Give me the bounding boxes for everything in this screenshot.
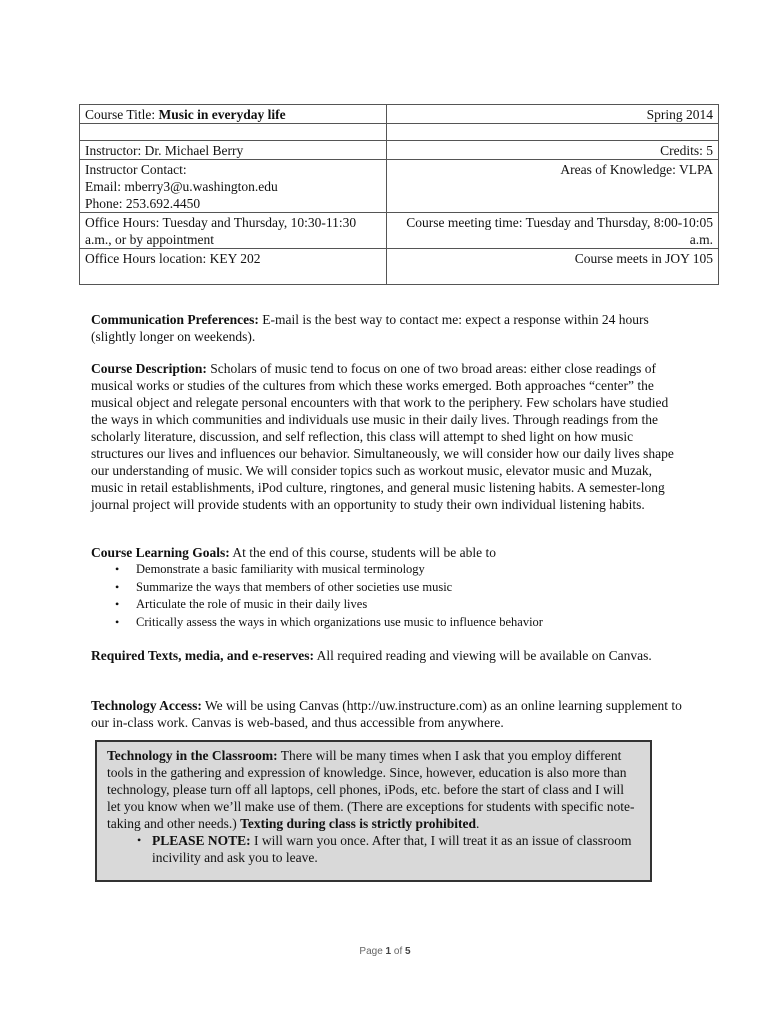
- goal-text: Articulate the role of music in their daily lives: [136, 597, 368, 611]
- course-title-cell: [80, 105, 387, 124]
- of-word: of: [393, 946, 403, 957]
- communication-text: E-mail is the best way to contact me: expect a response within 24 hours (slightly longer on weekends).: [91, 312, 649, 344]
- office-hours-cell: Office Hours: Tuesday and Thursday, 10:30-11:30 a.m., or by appointment: [80, 213, 387, 249]
- blank-cell: [387, 124, 719, 141]
- course-info-table: [79, 104, 719, 285]
- list-item: [91, 579, 683, 597]
- list-item: [91, 596, 683, 614]
- classroom-period: .: [476, 816, 480, 831]
- meeting-time-cell: Course meeting time: Tuesday and Thursday, 8:00-10:05 a.m.: [387, 213, 719, 249]
- page-number: 1: [385, 946, 392, 957]
- required-texts-label: Required Texts, media, and e-reserves:: [91, 648, 314, 663]
- office-location-cell: Office Hours location: KEY 202: [80, 249, 387, 285]
- classroom-paragraph: [107, 747, 640, 832]
- goals-label: Course Learning Goals:: [91, 545, 230, 560]
- description-section: [91, 360, 683, 513]
- description-text: Scholars of music tend to focus on one of two broad areas: either close readings of musical works or studies of the cultures from which these works emerged. Both approaches “center” the musical object and relegate personal encounters with that work to the periphery. Few scholars have studied the ways in which communities and individuals use music in their daily lives. Through readings from the scholarly literature, discussion, and self reflection, this class will attempt to shed light on how music structures our lives and influences our behavior. Simultaneously, we will consider how our daily lives shape our understanding of music. We will consider topics such as workout music, elevator music and Muzak, music in retail establishments, iPod culture, ringtones, and general music listening habits. A semester-long journal project will provide students with an opportunity to study their own individual listening habits.: [91, 361, 674, 512]
- required-texts-text: All required reading and viewing will be available on Canvas.: [316, 648, 652, 663]
- term-cell: Spring 2014: [387, 105, 719, 124]
- page-word: Page: [359, 946, 383, 957]
- communication-label: Communication Preferences:: [91, 312, 259, 327]
- classroom-strong-text: Texting during class is strictly prohibited: [240, 816, 477, 831]
- list-item: [91, 614, 683, 632]
- goal-text: Demonstrate a basic familiarity with musical terminology: [136, 562, 425, 576]
- communication-section: [91, 311, 683, 345]
- bullet-icon: •: [137, 833, 142, 847]
- goals-heading: [91, 544, 683, 561]
- bullet-icon: •: [115, 597, 120, 611]
- note-label: PLEASE NOTE:: [152, 833, 251, 848]
- bullet-icon: •: [115, 562, 120, 576]
- technology-classroom-box: [95, 740, 652, 882]
- contact-phone: Phone: 253.692.4450: [85, 196, 201, 211]
- meeting-place-cell: Course meets in JOY 105: [387, 249, 719, 285]
- goal-text: Summarize the ways that members of other societies use music: [136, 579, 453, 594]
- list-item: [91, 561, 683, 579]
- instructor-cell: Instructor: Dr. Michael Berry: [80, 141, 387, 160]
- contact-label: Instructor Contact:: [85, 162, 187, 177]
- table-row: [80, 141, 719, 160]
- page-total: 5: [405, 946, 411, 957]
- required-texts-section: [91, 647, 683, 664]
- goal-text: Critically assess the ways in which organizations use music to influence behavior: [136, 614, 543, 629]
- bullet-icon: •: [115, 614, 120, 629]
- table-row: [80, 160, 719, 213]
- classroom-text: There will be many times when I ask that you employ different tools in the gathering and expression of knowledge. Since, however, education is also more than technology, please turn off all laptops, cell phones, iPods, etc. before the start of class and I will let you know when we’ll make use of them. (There are exceptions for students with specific note-taking and other needs.): [107, 748, 635, 831]
- technology-access-label: Technology Access:: [91, 698, 202, 713]
- contact-email: Email: mberry3@u.washington.edu: [85, 179, 278, 194]
- table-row: [80, 105, 719, 124]
- goals-intro: At the end of this course, students will be able to: [232, 545, 496, 560]
- areas-cell: Areas of Knowledge: VLPA: [387, 160, 719, 213]
- course-title-value: Music in everyday life: [158, 107, 286, 122]
- contact-cell: [80, 160, 387, 213]
- technology-access-text: We will be using Canvas (http://uw.instructure.com) as an online learning supplement to our in-class work. Canvas is web-based, and thus accessible from anywhere.: [91, 698, 682, 730]
- course-title-label: Course Title:: [85, 107, 156, 122]
- goals-section: [91, 544, 683, 631]
- description-label: Course Description:: [91, 361, 207, 376]
- credits-cell: Credits: 5: [387, 141, 719, 160]
- table-row: [80, 124, 719, 141]
- goals-list: [91, 561, 683, 631]
- page-footer: [0, 946, 770, 957]
- technology-access-section: [91, 697, 683, 731]
- please-note-item: [107, 832, 640, 866]
- classroom-label: Technology in the Classroom:: [107, 748, 278, 763]
- note-text: I will warn you once. After that, I will treat it as an issue of classroom incivility and ask you to leave.: [152, 833, 632, 865]
- table-row: [80, 249, 719, 285]
- bullet-icon: •: [115, 579, 120, 594]
- blank-cell: [80, 124, 387, 141]
- table-row: [80, 213, 719, 249]
